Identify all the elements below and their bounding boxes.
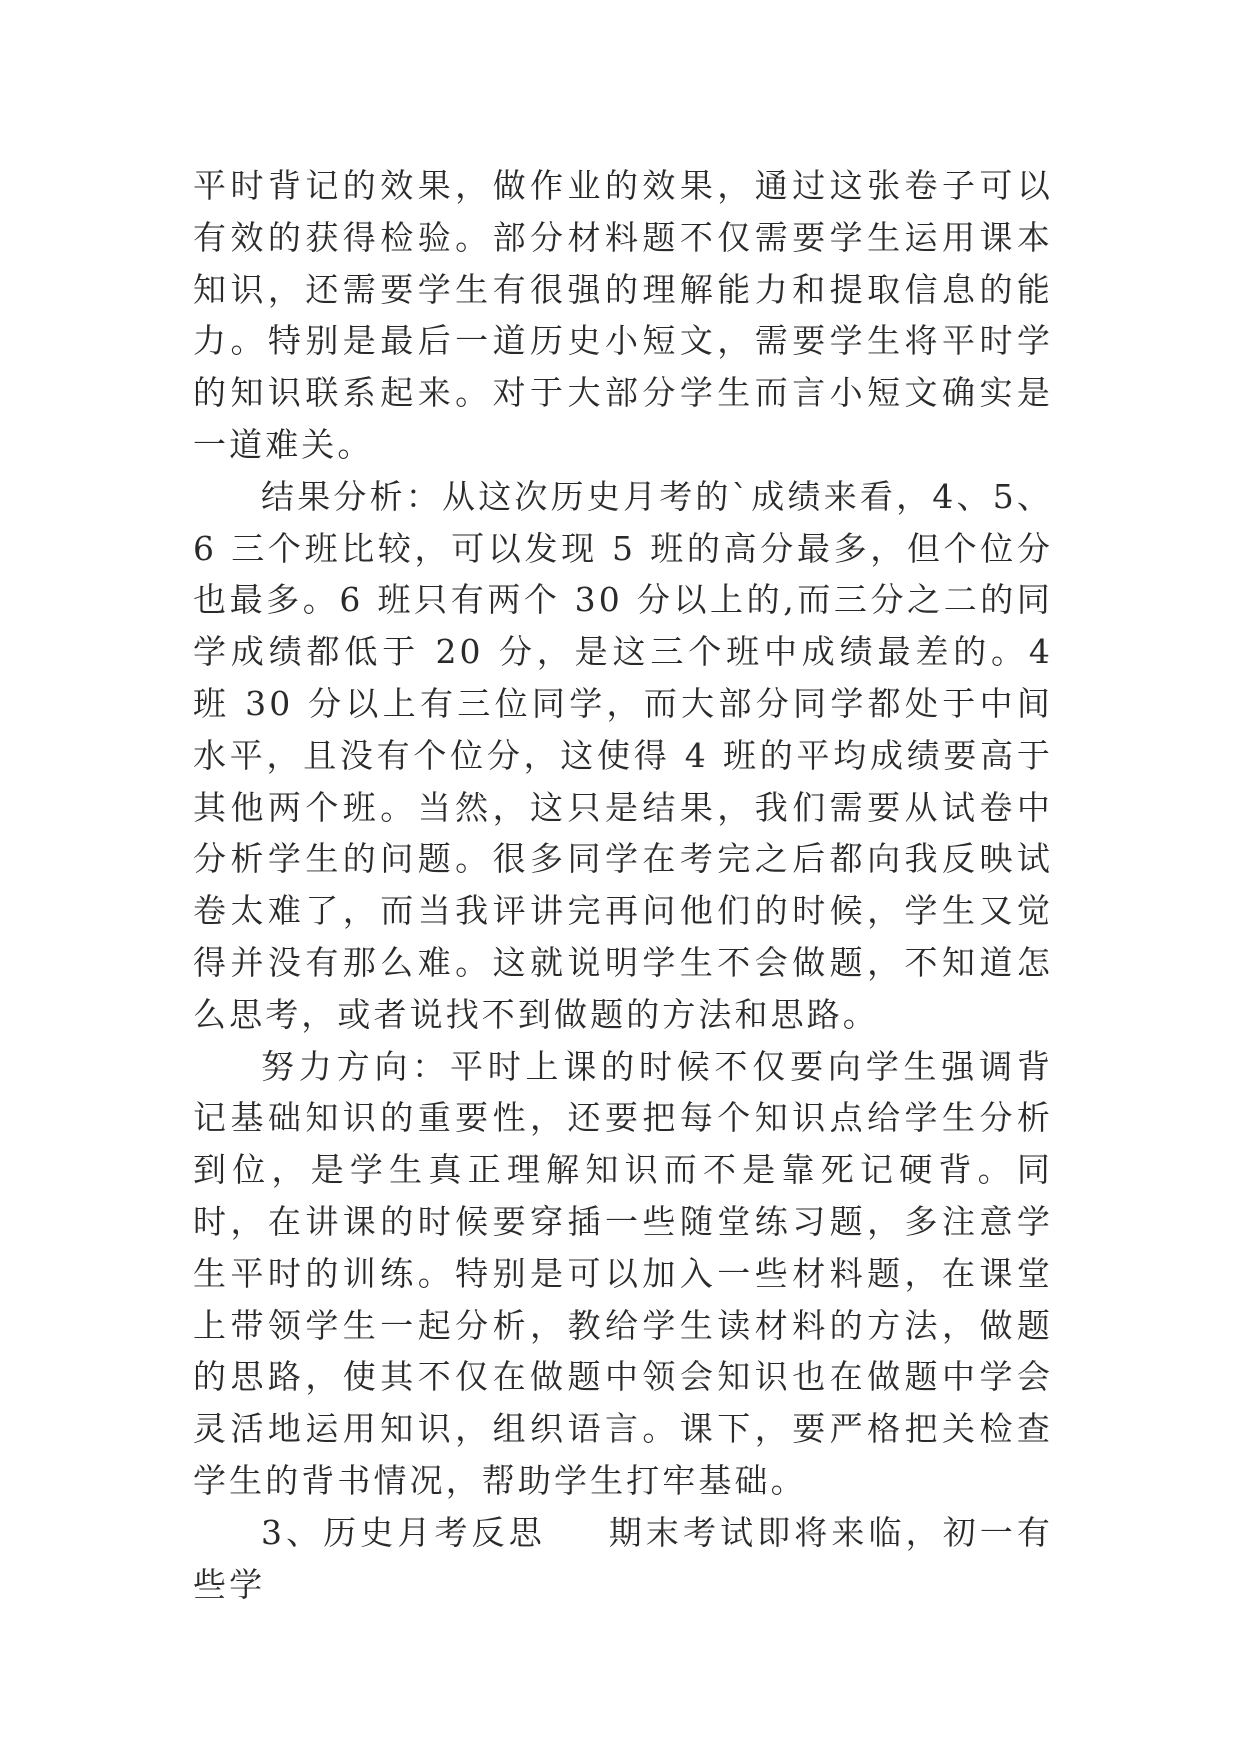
paragraph-improvement-direction: 努力方向：平时上课的时候不仅要向学生强调背记基础知识的重要性，还要把每个知识点给学生分析到位，是学生真正理解知识而不是靠死记硬背。同时，在讲课的时候要穿插一些随堂练习题，多注意学生平时的训练。特别是可以加入一些材料题，在课堂上带领学生一起分析，教给学生读材料的方法，做题的思路，使其不仅在做题中领会知识也在做题中学会灵活地运用知识，组织语言。课下，要严格把关检查学生的背书情况，帮助学生打牢基础。 [193,1046,1053,1500]
paragraph-section-3 [193,1507,1053,1611]
section-text: 期末考试即将来临，初一有些学 [193,1512,1053,1604]
paragraph-result-analysis: 结果分析：从这次历史月考的`成绩来看，4、5、6 三个班比较，可以发现 5 班的高分最多，但个位分也最多。6 班只有两个 30 分以上的,而三分之二的同学成绩都低于 20 分，是这三个班中成绩最差的。4 班 30 分以上有三位同学，而大部分同学都处于中间水平，且没有个位分，这使得 4 班的平均成绩要高于其他两个班。当然，这只是结果，我们需要从试卷中分析学生的问题。很多同学在考完之后都向我反映试卷太难了，而当我评讲完再问他们的时候，学生又觉得并没有那么难。这就说明学生不会做题，不知道怎么思考，或者说找不到做题的方法和思路。 [193,476,1053,1034]
paragraph-continuation: 平时背记的效果，做作业的效果，通过这张卷子可以有效的获得检验。部分材料题不仅需要学生运用课本知识，还需要学生有很强的理解能力和提取信息的能力。特别是最后一道历史小短文，需要学生将平时学的知识联系起来。对于大部分学生而言小短文确实是一道难关。 [193,166,1053,464]
body-text [193,160,1053,1610]
section-heading: 3、历史月考反思 [261,1512,546,1552]
